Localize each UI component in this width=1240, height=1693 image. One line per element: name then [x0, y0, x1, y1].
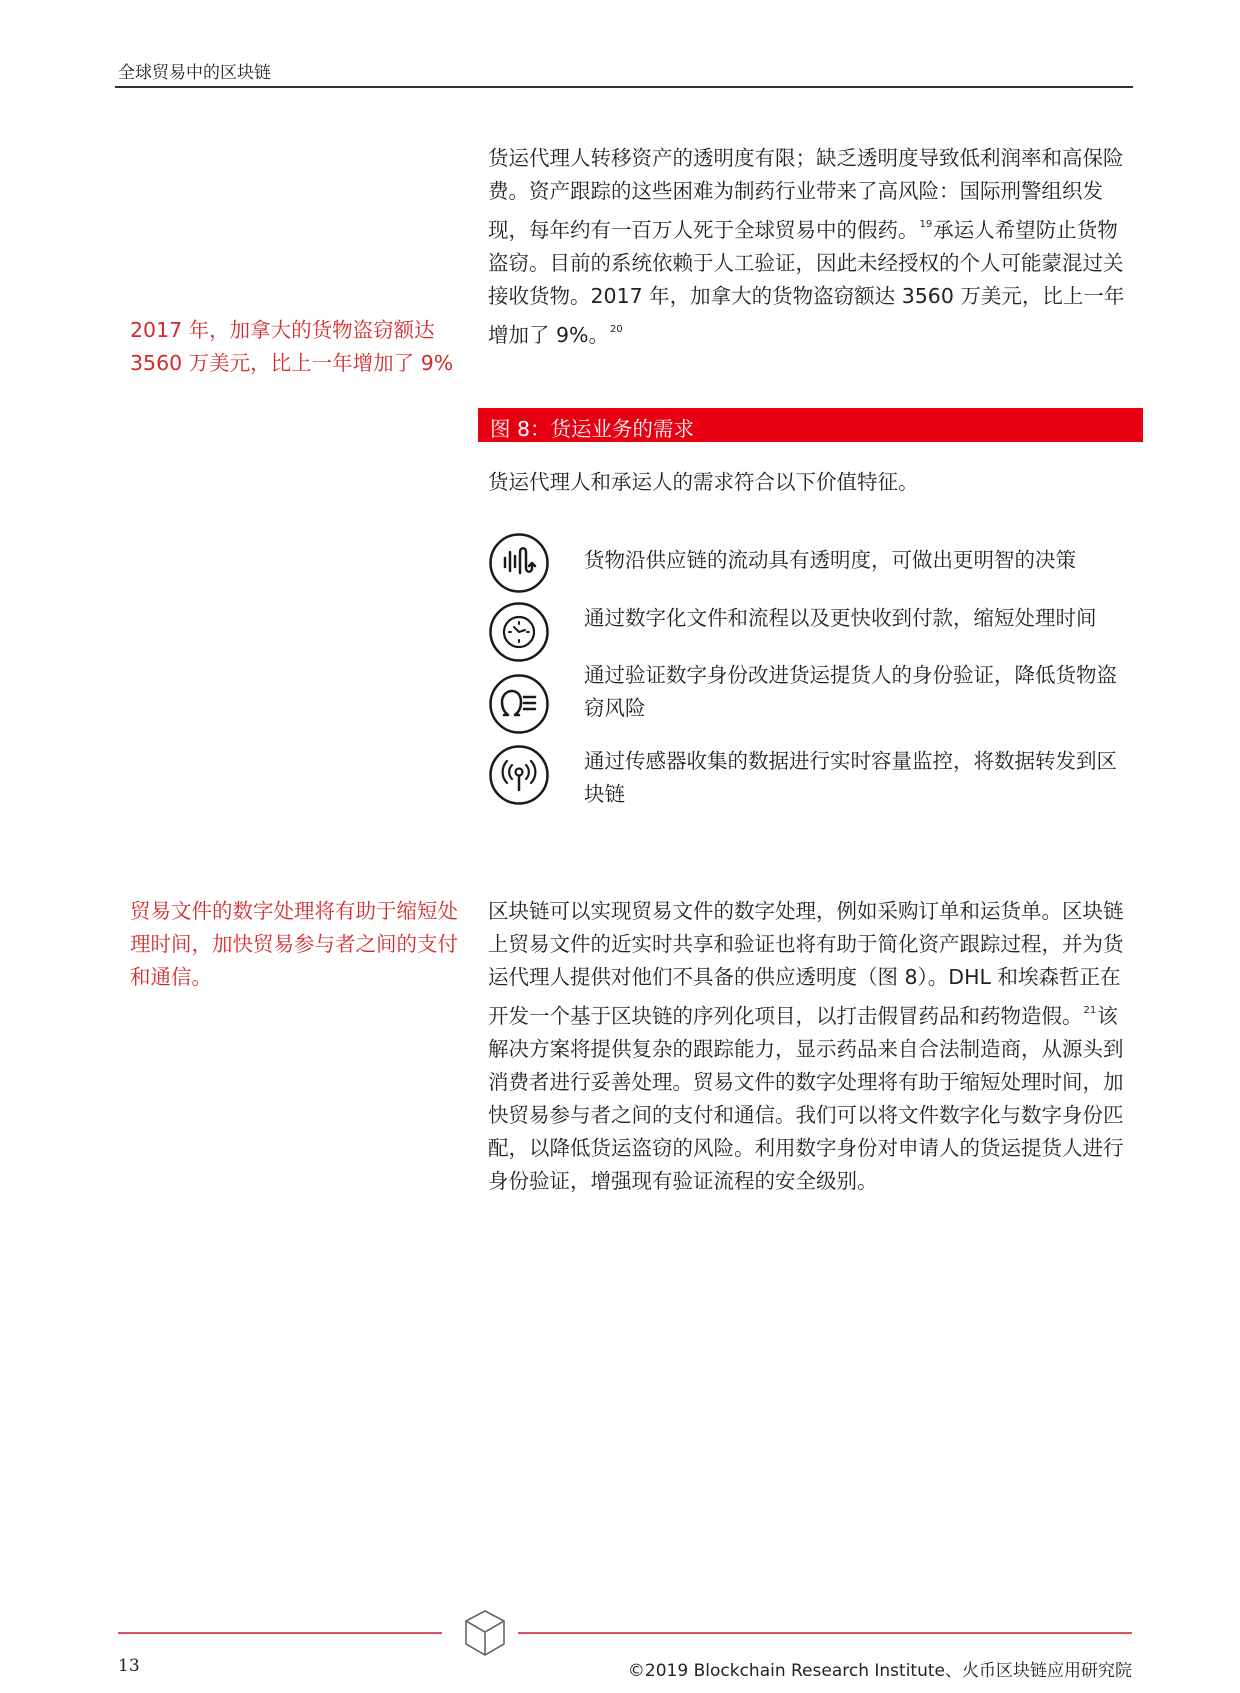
para1-text-b: 承运人希望防止货物盗窃。目前的系统依赖于人工验证，因此未经授权的个人可能蒙混过关接收货物。2017 年，加拿大的货物盗窃额达 3560 万美元，比上一年增加了 9%。: [488, 218, 1125, 347]
cube-icon: [462, 1608, 508, 1658]
page-number: 13: [118, 1656, 140, 1676]
body-paragraph-1: [488, 142, 1133, 352]
running-header: 全球贸易中的区块链: [118, 63, 271, 83]
value-item-2: 通过数字化文件和流程以及更快收到付款，缩短处理时间: [584, 606, 1097, 630]
header-divider: [115, 86, 1133, 88]
para1-text-a: 货运代理人转移资产的透明度有限；缺乏透明度导致低利润率和高保险费。资产跟踪的这些困难为制药行业带来了高风险：国际刑警组织发现，每年约有一百万人死于全球贸易中的假药。: [488, 146, 1124, 242]
value-item-3: 通过验证数字身份改进货运提货人的身份验证，降低货物盗窃风险: [584, 663, 1117, 720]
value-item-4: 通过传感器收集的数据进行实时容量监控，将数据转发到区块链: [584, 749, 1117, 806]
footnote-ref-19[interactable]: 19: [919, 219, 933, 230]
footer-rule-left: [118, 1632, 442, 1634]
identity-icon: [488, 673, 550, 735]
para2-text-a: 区块链可以实现贸易文件的数字处理，例如采购订单和运货单。区块链上贸易文件的近实时共享和验证也将有助于简化资产跟踪过程，并为货运代理人提供对他们不具备的供应透明度（图 8）。DHL 和埃森哲正在开发一个基于区块链的序列化项目，以打击假冒药品和药物造假。: [488, 899, 1124, 1028]
figure-intro: 货运代理人和承运人的需求符合以下价值特征。: [488, 470, 919, 494]
para2-text-b: 该解决方案将提供复杂的跟踪能力，显示药品来自合法制造商，从源头到消费者进行妥善处理。贸易文件的数字处理将有助于缩短处理时间，加快贸易参与者之间的支付和通信。我们可以将文件数字化与数字身份匹配，以降低货运盗窃的风险。利用数字身份对申请人的货运提货人进行身份验证，增强现有验证流程的安全级别。: [488, 1004, 1124, 1193]
pull-quote-2: 贸易文件的数字处理将有助于缩短处理时间，加快贸易参与者之间的支付和通信。: [130, 899, 458, 989]
footnote-ref-20[interactable]: 20: [610, 324, 623, 335]
footer-rule-right: [518, 1632, 1132, 1634]
value-item-1: 货物沿供应链的流动具有透明度，可做出更明智的决策: [584, 548, 1076, 572]
clock-icon: [488, 601, 550, 663]
figure-title: 图 8：货运业务的需求: [490, 417, 695, 441]
waveform-icon: [488, 532, 550, 594]
sensor-signal-icon: [488, 744, 550, 806]
figure-title-bar: [478, 408, 1143, 442]
body-paragraph-2: [488, 895, 1133, 1198]
copyright-notice: ©2019 Blockchain Research Institute、火币区块链应用研究院: [627, 1661, 1132, 1681]
footnote-ref-21[interactable]: 21: [1083, 1005, 1097, 1016]
pull-quote-1: 2017 年，加拿大的货物盗窃额达 3560 万美元，比上一年增加了 9%: [130, 318, 454, 375]
